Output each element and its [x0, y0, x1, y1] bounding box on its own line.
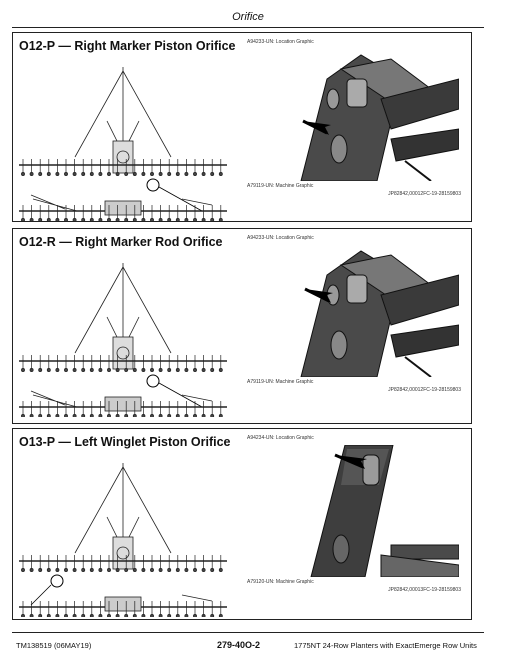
row-unit-wheel	[73, 568, 76, 571]
row-unit-wheel	[211, 568, 214, 571]
row-unit-wheel	[64, 218, 67, 221]
row-unit-wheel	[39, 614, 42, 617]
row-unit-wheel	[107, 614, 110, 617]
section-o13-p	[12, 428, 472, 620]
row-unit-wheel	[73, 172, 76, 175]
row-unit-wheel	[116, 172, 119, 175]
row-unit-wheel	[202, 172, 205, 175]
row-unit-wheel	[193, 172, 196, 175]
row-unit-wheel	[107, 368, 110, 371]
row-unit-wheel	[82, 172, 85, 175]
row-unit-wheel	[133, 368, 136, 371]
row-unit-wheel	[73, 368, 76, 371]
row-unit-wheel	[168, 568, 171, 571]
row-unit-wheel	[125, 172, 128, 175]
row-unit-wheel	[99, 218, 102, 221]
row-unit-wheel	[39, 568, 42, 571]
row-unit-wheel	[82, 568, 85, 571]
row-unit-wheel	[219, 368, 222, 371]
row-unit-wheel	[90, 218, 93, 221]
orifice-detail-graphic	[281, 49, 459, 181]
row-unit-wheel	[142, 414, 145, 417]
row-unit-wheel	[168, 218, 171, 221]
row-unit-wheel	[99, 614, 102, 617]
row-unit-wheel	[211, 218, 214, 221]
row-unit-wheel	[142, 218, 145, 221]
page-header	[12, 6, 484, 28]
row-unit-wheel	[125, 368, 128, 371]
row-unit-wheel	[116, 614, 119, 617]
machine-caption: A79120-UN: Machine Graphic	[247, 579, 314, 585]
orifice-detail-graphic	[281, 245, 459, 377]
row-unit-wheel	[133, 218, 136, 221]
row-unit-wheel	[116, 414, 119, 417]
section-o12-r	[12, 228, 472, 424]
row-unit-wheel	[107, 414, 110, 417]
row-unit-wheel	[56, 414, 59, 417]
row-unit-wheel	[142, 172, 145, 175]
row-unit-wheel	[21, 414, 24, 417]
planter-location-graphic	[17, 61, 229, 221]
row-unit-wheel	[99, 172, 102, 175]
row-unit-wheel	[47, 614, 50, 617]
row-unit-wheel	[125, 614, 128, 617]
planter-location-graphic	[17, 257, 229, 417]
row-unit-wheel	[64, 568, 67, 571]
row-unit-wheel	[193, 414, 196, 417]
row-unit-wheel	[202, 414, 205, 417]
row-unit-wheel	[219, 614, 222, 617]
row-unit-wheel	[30, 218, 33, 221]
planter-location-graphic	[17, 457, 229, 617]
row-unit-wheel	[30, 414, 33, 417]
row-unit-wheel	[99, 368, 102, 371]
row-unit-wheel	[21, 218, 24, 221]
machine-caption: A79119-UN: Machine Graphic	[247, 183, 314, 189]
row-unit-wheel	[125, 568, 128, 571]
page-footer	[12, 632, 484, 650]
row-unit-wheel	[193, 568, 196, 571]
row-unit-wheel	[159, 568, 162, 571]
row-unit-wheel	[73, 414, 76, 417]
row-unit-wheel	[176, 368, 179, 371]
location-circle	[147, 179, 159, 191]
section-heading: O12-P — Right Marker Piston Orifice	[19, 39, 236, 53]
row-unit-wheel	[21, 172, 24, 175]
row-unit-wheel	[47, 414, 50, 417]
row-unit-wheel	[82, 218, 85, 221]
location-caption: A94233-UN: Location Graphic	[247, 39, 314, 45]
row-unit-wheel	[219, 568, 222, 571]
row-unit-wheel	[56, 568, 59, 571]
row-unit-wheel	[82, 414, 85, 417]
row-unit-wheel	[125, 414, 128, 417]
row-unit-wheel	[168, 172, 171, 175]
row-unit-wheel	[176, 172, 179, 175]
row-unit-wheel	[150, 172, 153, 175]
row-unit-wheel	[219, 172, 222, 175]
row-unit-wheel	[176, 218, 179, 221]
row-unit-wheel	[159, 172, 162, 175]
row-unit-wheel	[142, 614, 145, 617]
row-unit-wheel	[116, 368, 119, 371]
location-caption: A94234-UN: Location Graphic	[247, 435, 314, 441]
row-unit-wheel	[185, 368, 188, 371]
document-id: TM138519 (06MAY19)	[16, 641, 92, 650]
row-unit-wheel	[168, 614, 171, 617]
row-unit-wheel	[39, 414, 42, 417]
row-unit-wheel	[142, 568, 145, 571]
machine-caption: A79119-UN: Machine Graphic	[247, 379, 314, 385]
row-unit-wheel	[185, 172, 188, 175]
row-unit-wheel	[185, 568, 188, 571]
row-unit-wheel	[82, 614, 85, 617]
row-unit-wheel	[150, 218, 153, 221]
row-unit-wheel	[133, 568, 136, 571]
row-unit-wheel	[56, 614, 59, 617]
row-unit-wheel	[82, 368, 85, 371]
section-o12-p	[12, 32, 472, 222]
row-unit-wheel	[30, 614, 33, 617]
figure-id: JP82842,00012FC-19-28159803	[388, 387, 461, 393]
row-unit-wheel	[64, 414, 67, 417]
row-unit-wheel	[99, 568, 102, 571]
row-unit-wheel	[176, 568, 179, 571]
row-unit-wheel	[47, 368, 50, 371]
row-unit-wheel	[159, 414, 162, 417]
row-unit-wheel	[133, 172, 136, 175]
row-unit-wheel	[142, 368, 145, 371]
section-heading: O13-P — Left Winglet Piston Orifice	[19, 435, 231, 449]
row-unit-wheel	[39, 172, 42, 175]
row-unit-wheel	[64, 368, 67, 371]
row-unit-wheel	[219, 218, 222, 221]
row-unit-wheel	[90, 368, 93, 371]
row-unit-wheel	[107, 218, 110, 221]
row-unit-wheel	[202, 218, 205, 221]
row-unit-wheel	[185, 218, 188, 221]
row-unit-wheel	[107, 172, 110, 175]
row-unit-wheel	[116, 568, 119, 571]
location-caption: A94233-UN: Location Graphic	[247, 235, 314, 241]
row-unit-wheel	[21, 368, 24, 371]
row-unit-wheel	[133, 614, 136, 617]
row-unit-wheel	[47, 568, 50, 571]
row-unit-wheel	[73, 218, 76, 221]
row-unit-wheel	[30, 172, 33, 175]
row-unit-wheel	[176, 614, 179, 617]
location-circle	[51, 575, 63, 587]
row-unit-wheel	[176, 414, 179, 417]
row-unit-wheel	[56, 218, 59, 221]
row-unit-wheel	[56, 368, 59, 371]
row-unit-wheel	[99, 414, 102, 417]
row-unit-wheel	[73, 614, 76, 617]
row-unit-wheel	[219, 414, 222, 417]
row-unit-wheel	[168, 368, 171, 371]
row-unit-wheel	[39, 368, 42, 371]
row-unit-wheel	[21, 614, 24, 617]
row-unit-wheel	[211, 414, 214, 417]
row-unit-wheel	[193, 614, 196, 617]
row-unit-wheel	[150, 614, 153, 617]
row-unit-wheel	[168, 414, 171, 417]
row-unit-wheel	[90, 614, 93, 617]
row-unit-wheel	[150, 568, 153, 571]
figure-id: JP82842,00012FC-19-28159803	[388, 191, 461, 197]
row-unit-wheel	[202, 614, 205, 617]
orifice-detail-graphic	[281, 445, 459, 577]
row-unit-wheel	[193, 218, 196, 221]
page-title: Orifice	[232, 11, 264, 23]
product-name: 1775NT 24-Row Planters with ExactEmerge Row Units	[294, 641, 477, 650]
row-unit-wheel	[211, 368, 214, 371]
row-unit-wheel	[47, 172, 50, 175]
row-unit-wheel	[211, 614, 214, 617]
row-unit-wheel	[159, 614, 162, 617]
row-unit-wheel	[185, 614, 188, 617]
row-unit-wheel	[90, 414, 93, 417]
row-unit-wheel	[150, 368, 153, 371]
figure-id: JP82842,00013FC-19-28159803	[388, 587, 461, 593]
page-number: 279-40O-2	[217, 640, 261, 650]
row-unit-wheel	[202, 568, 205, 571]
row-unit-wheel	[116, 218, 119, 221]
section-heading: O12-R — Right Marker Rod Orifice	[19, 235, 223, 249]
row-unit-wheel	[193, 368, 196, 371]
row-unit-wheel	[39, 218, 42, 221]
row-unit-wheel	[211, 172, 214, 175]
row-unit-wheel	[107, 568, 110, 571]
row-unit-wheel	[202, 368, 205, 371]
row-unit-wheel	[90, 568, 93, 571]
row-unit-wheel	[30, 568, 33, 571]
row-unit-wheel	[64, 172, 67, 175]
row-unit-wheel	[90, 172, 93, 175]
row-unit-wheel	[125, 218, 128, 221]
row-unit-wheel	[47, 218, 50, 221]
row-unit-wheel	[159, 368, 162, 371]
row-unit-wheel	[56, 172, 59, 175]
row-unit-wheel	[21, 568, 24, 571]
row-unit-wheel	[150, 414, 153, 417]
row-unit-wheel	[30, 368, 33, 371]
location-circle	[147, 375, 159, 387]
row-unit-wheel	[185, 414, 188, 417]
row-unit-wheel	[159, 218, 162, 221]
row-unit-wheel	[133, 414, 136, 417]
row-unit-wheel	[64, 614, 67, 617]
